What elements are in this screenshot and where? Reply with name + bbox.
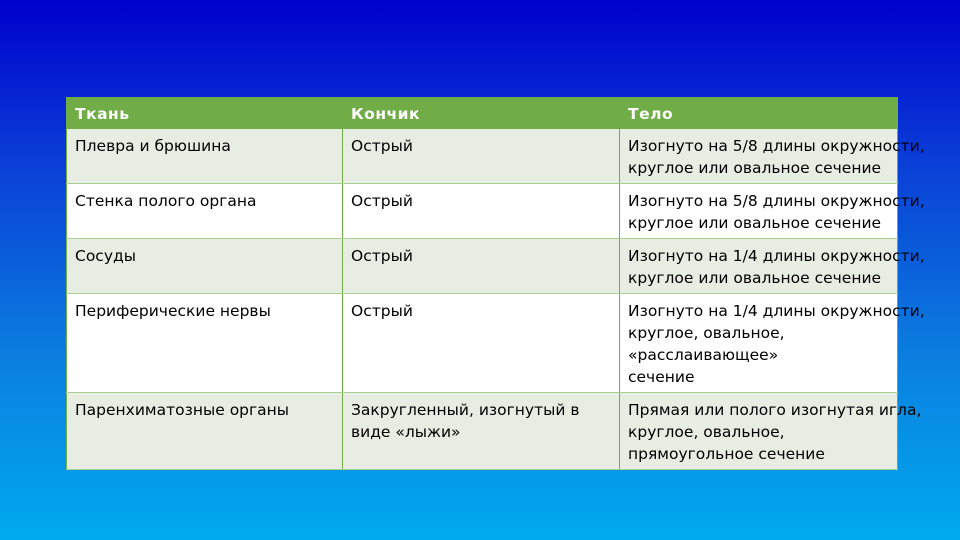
table-row: [67, 184, 898, 239]
header-tissue: Ткань: [67, 98, 343, 129]
body-cell: [620, 129, 925, 184]
needle-selection-table: [66, 97, 925, 470]
tissue-cell: Стенка полого органа: [67, 184, 343, 239]
body-line: Изогнуто на 5/8 длины окружности,: [628, 137, 925, 155]
body-cell: [620, 184, 925, 239]
tip-text: Закругленный, изогнутый в виде «лыжи»: [351, 401, 580, 441]
table-row: [67, 393, 898, 470]
body-text: круглое, овальное, «расслаивающее» сечение: [628, 324, 785, 386]
body-line: Изогнуто на 5/8 длины окружности,: [628, 192, 925, 210]
header-body: Тело: [620, 98, 898, 129]
body-line: Изогнуто на 1/4 длины окружности,: [628, 247, 925, 265]
header-tip: Кончик: [343, 98, 620, 129]
body-text: круглое, овальное, прямоугольное сечение: [628, 423, 825, 463]
table-row: [67, 294, 898, 393]
body-cell: [620, 239, 925, 294]
body-line: Изогнуто на 1/4 длины окружности,: [628, 302, 925, 320]
body-text: круглое или овальное сечение: [628, 214, 882, 232]
tip-cell: Острый: [343, 239, 620, 294]
tissue-cell: Паренхиматозные органы: [67, 393, 343, 470]
tip-cell: [343, 393, 620, 470]
tip-cell: Острый: [343, 294, 620, 393]
table-row: [67, 239, 898, 294]
table-header-row: [67, 98, 898, 129]
body-text: круглое или овальное сечение: [628, 269, 882, 287]
tip-cell: Острый: [343, 129, 620, 184]
body-cell: [620, 294, 925, 393]
body-text: круглое или овальное сечение: [628, 159, 882, 177]
body-cell: [620, 393, 922, 470]
tissue-cell: Периферические нервы: [67, 294, 343, 393]
table-row: [67, 129, 898, 184]
tip-cell: Острый: [343, 184, 620, 239]
tissue-cell: Плевра и брюшина: [67, 129, 343, 184]
body-line: Прямая или полого изогнутая игла,: [628, 401, 922, 419]
tissue-cell: Сосуды: [67, 239, 343, 294]
